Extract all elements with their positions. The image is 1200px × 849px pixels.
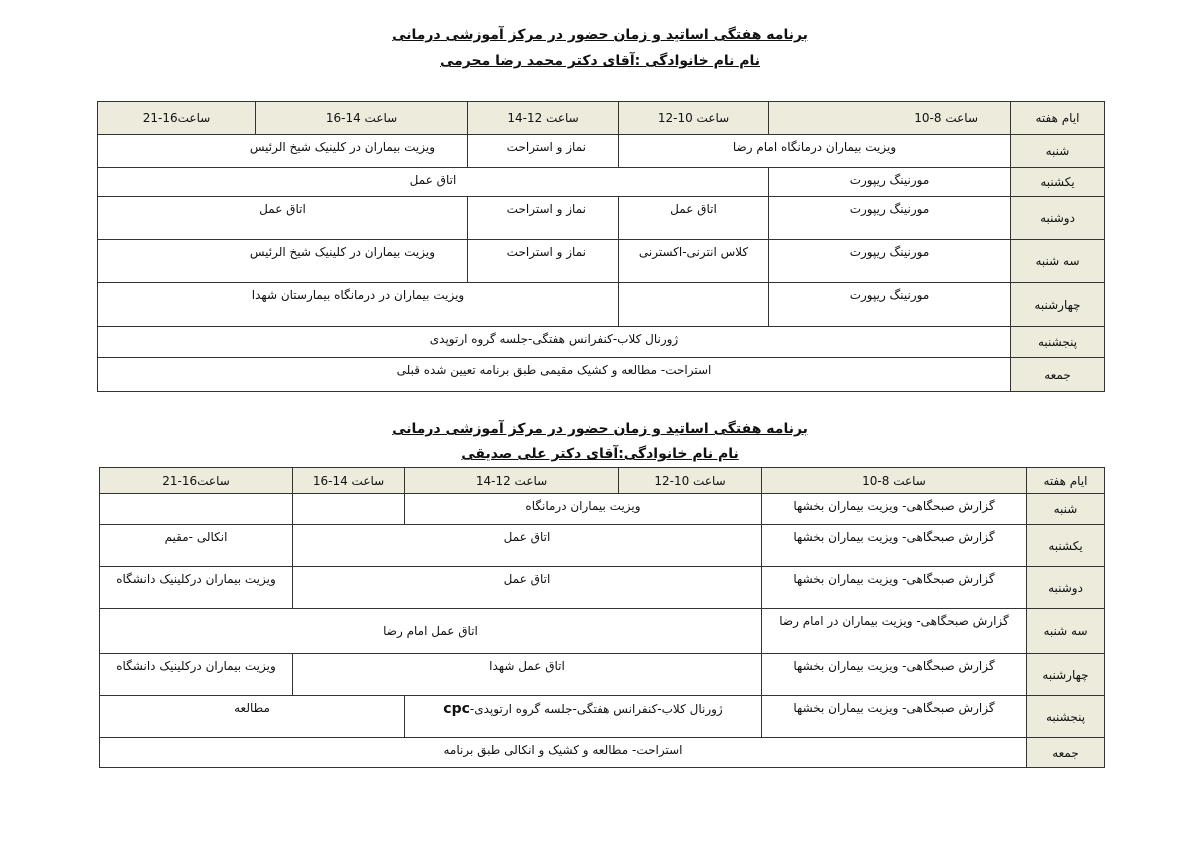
header-slot-14-16: ساعت 14-16 bbox=[256, 102, 468, 135]
day-cell: دوشنبه bbox=[1011, 197, 1105, 240]
table-row bbox=[98, 327, 1105, 358]
schedule2-table bbox=[99, 467, 1105, 768]
table-row bbox=[100, 609, 1105, 654]
table-row bbox=[100, 494, 1105, 525]
header-weekday: ایام هفته bbox=[1011, 102, 1105, 135]
header-slot-16-21: ساعت16-21 bbox=[100, 468, 293, 494]
schedule-cell: نماز و استراحت bbox=[468, 135, 619, 168]
day-cell: چهارشنبه bbox=[1011, 283, 1105, 327]
schedule-cell: مورنینگ ریپورت bbox=[769, 240, 1011, 283]
day-cell: شنبه bbox=[1011, 135, 1105, 168]
schedule-cell: ویزیت بیماران درکلینیک دانشگاه bbox=[100, 654, 293, 696]
schedule-cell: مورنینگ ریپورت bbox=[769, 168, 1011, 197]
header-slot-16-21: ساعت16-21 bbox=[98, 102, 256, 135]
schedule-cell: ژورنال کلاب-کنفرانس هفتگی-جلسه گروه ارتوپدی-cpc bbox=[405, 696, 762, 738]
table-row bbox=[98, 283, 1105, 327]
schedule-cell: گزارش صبحگاهی- ویزیت بیماران بخشها bbox=[762, 494, 1027, 525]
table-row bbox=[98, 168, 1105, 197]
schedule-cell: اتاق عمل bbox=[98, 168, 769, 197]
day-cell: پنجشنبه bbox=[1027, 696, 1105, 738]
schedule-cell: مورنینگ ریپورت bbox=[769, 197, 1011, 240]
schedule-cell: مطالعه bbox=[100, 696, 405, 738]
table-row bbox=[100, 567, 1105, 609]
header-slot-8-10: ساعت 8-10 bbox=[762, 468, 1027, 494]
day-cell: جمعه bbox=[1011, 358, 1105, 392]
header-slot-10-12: ساعت 10-12 bbox=[619, 102, 769, 135]
table-row bbox=[98, 358, 1105, 392]
table-row bbox=[100, 738, 1105, 768]
day-cell: جمعه bbox=[1027, 738, 1105, 768]
schedule1-table bbox=[97, 101, 1105, 392]
schedule-cell: مورنینگ ریپورت bbox=[769, 283, 1011, 327]
schedule-cell: ویزیت بیماران درمانگاه bbox=[405, 494, 762, 525]
table-row bbox=[98, 240, 1105, 283]
schedule-cell: اتاق عمل امام رضا bbox=[100, 609, 762, 654]
schedule2-title: برنامه هفتگی اساتید و زمان حضور در مرکز آموزشی درمانی bbox=[392, 421, 808, 437]
schedule-cell: اتاق عمل bbox=[293, 525, 762, 567]
schedule-cell: کلاس انترنی-اکسترنی bbox=[619, 240, 769, 283]
schedule1-title: برنامه هفتگی اساتید و زمان حضور در مرکز آموزشی درمانی bbox=[392, 27, 808, 43]
schedule-cell bbox=[293, 494, 405, 525]
day-cell: چهارشنبه bbox=[1027, 654, 1105, 696]
schedule-cell: استراحت- مطالعه و کشیک مقیمی طبق برنامه تعیین شده قبلی bbox=[98, 358, 1011, 392]
schedule-cell: استراحت- مطالعه و کشیک و انکالی طبق برنامه bbox=[100, 738, 1027, 768]
schedule-cell: نماز و استراحت bbox=[468, 240, 619, 283]
schedule1-subtitle: نام نام خانوادگی :آقای دکتر محمد رضا محرمی bbox=[439, 53, 761, 69]
day-cell: دوشنبه bbox=[1027, 567, 1105, 609]
header-slot-10-12: ساعت 10-12 bbox=[619, 468, 762, 494]
schedule-cell bbox=[619, 283, 769, 327]
schedule-cell: ویزیت بیماران در درمانگاه بیمارستان شهدا bbox=[98, 283, 619, 327]
schedule-cell: اتاق عمل شهدا bbox=[293, 654, 762, 696]
day-cell: یکشنبه bbox=[1011, 168, 1105, 197]
schedule-cell: گزارش صبحگاهی- ویزیت بیماران در امام رضا bbox=[762, 609, 1027, 654]
schedule-cell: اتاق عمل bbox=[619, 197, 769, 240]
header-slot-12-14: ساعت 12-14 bbox=[405, 468, 619, 494]
schedule-cell: ژورنال کلاب-کنفرانس هفتگی-جلسه گروه ارتوپدی bbox=[98, 327, 1011, 358]
table-row bbox=[100, 696, 1105, 738]
schedule-cell: گزارش صبحگاهی- ویزیت بیماران بخشها bbox=[762, 654, 1027, 696]
schedule-cell: اتاق عمل bbox=[98, 197, 468, 240]
schedule-cell: نماز و استراحت bbox=[468, 197, 619, 240]
header-row bbox=[98, 102, 1105, 135]
day-cell: شنبه bbox=[1027, 494, 1105, 525]
table-row bbox=[98, 135, 1105, 168]
day-cell: سه شنبه bbox=[1011, 240, 1105, 283]
day-cell: یکشنبه bbox=[1027, 525, 1105, 567]
header-slot-12-14: ساعت 12-14 bbox=[468, 102, 619, 135]
schedule-cell: گزارش صبحگاهی- ویزیت بیماران بخشها bbox=[762, 567, 1027, 609]
schedule-cell: ویزیت بیماران درکلینیک دانشگاه bbox=[100, 567, 293, 609]
schedule-cell: اتاق عمل bbox=[293, 567, 762, 609]
schedule-cell: انکالی -مقیم bbox=[100, 525, 293, 567]
table-row bbox=[98, 197, 1105, 240]
schedule-cell: ویزیت بیماران در کلینیک شیخ الرئیس bbox=[98, 240, 468, 283]
schedule-cell: گزارش صبحگاهی- ویزیت بیماران بخشها bbox=[762, 525, 1027, 567]
day-cell: پنجشنبه bbox=[1011, 327, 1105, 358]
schedule-cell: ویزیت بیماران در کلینیک شیخ الرئیس bbox=[98, 135, 468, 168]
day-cell: سه شنبه bbox=[1027, 609, 1105, 654]
header-slot-8-10: ساعت 8-10 bbox=[769, 102, 1011, 135]
schedule-cell bbox=[100, 494, 293, 525]
cpc-label: cpc bbox=[443, 701, 470, 717]
schedule-cell: گزارش صبحگاهی- ویزیت بیماران بخشها bbox=[762, 696, 1027, 738]
schedule2-subtitle: نام نام خانوادگی:آقای دکتر علی صدیقی bbox=[461, 446, 739, 462]
header-slot-14-16: ساعت 14-16 bbox=[293, 468, 405, 494]
header-row bbox=[100, 468, 1105, 494]
schedule-cell: ویزیت بیماران درمانگاه امام رضا bbox=[619, 135, 1011, 168]
header-weekday: ایام هفته bbox=[1027, 468, 1105, 494]
table-row bbox=[100, 525, 1105, 567]
table-row bbox=[100, 654, 1105, 696]
